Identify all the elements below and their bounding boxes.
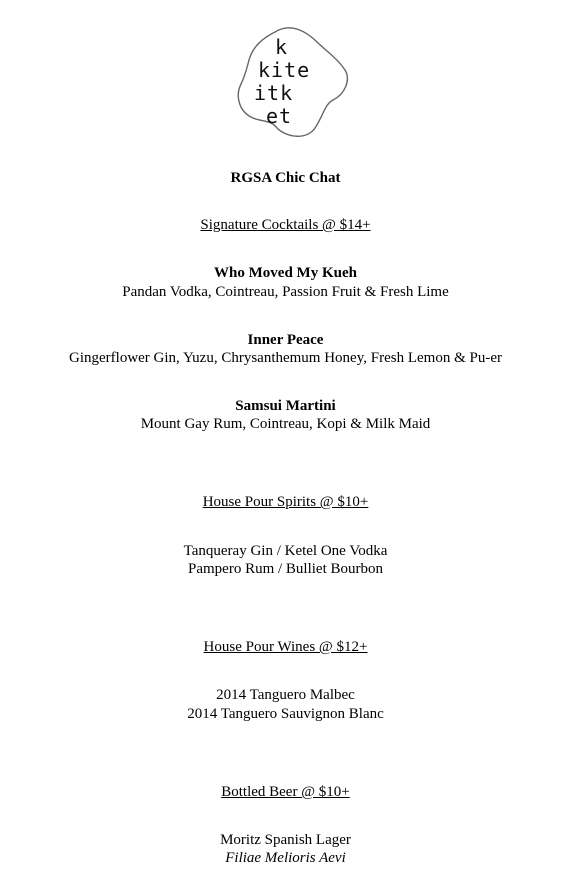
house-pour-spirits-heading: House Pour Spirits @ $10+ (202, 494, 369, 510)
cocktail-name: Who Moved My Kueh (214, 265, 357, 281)
house-pour-wines-heading: House Pour Wines @ $12+ (203, 639, 368, 655)
logo-text-line-1: k (275, 35, 289, 59)
spirits-line: Pampero Rum / Bulliet Bourbon (188, 561, 383, 577)
logo-text-line-2: kite (258, 58, 311, 82)
bottled-beer-heading: Bottled Beer @ $10+ (221, 784, 350, 800)
motto: Filiae Melioris Aevi (225, 850, 346, 866)
cocktail-name: Samsui Martini (235, 398, 336, 414)
cocktail-description: Mount Gay Rum, Cointreau, Kopi & Milk Maid (140, 416, 431, 432)
signature-cocktails-heading: Signature Cocktails @ $14+ (200, 217, 371, 233)
cocktail-description: Gingerflower Gin, Yuzu, Chrysanthemum Honey, Fresh Lemon & Pu-er (69, 350, 502, 366)
wine-line: 2014 Tanguero Sauvignon Blanc (187, 706, 384, 722)
logo-text-line-3: itk (254, 81, 294, 105)
cocktail-name: Inner Peace (247, 332, 324, 348)
spirits-line: Tanqueray Gin / Ketel One Vodka (183, 543, 388, 559)
kitekitket-logo (233, 20, 353, 140)
logo-text-line-4: et (266, 104, 293, 128)
beer-line: Moritz Spanish Lager (220, 832, 351, 848)
wine-line: 2014 Tanguero Malbec (216, 687, 355, 703)
event-title: RGSA Chic Chat (230, 170, 341, 186)
cocktail-description: Pandan Vodka, Cointreau, Passion Fruit & Fresh Lime (122, 284, 449, 300)
